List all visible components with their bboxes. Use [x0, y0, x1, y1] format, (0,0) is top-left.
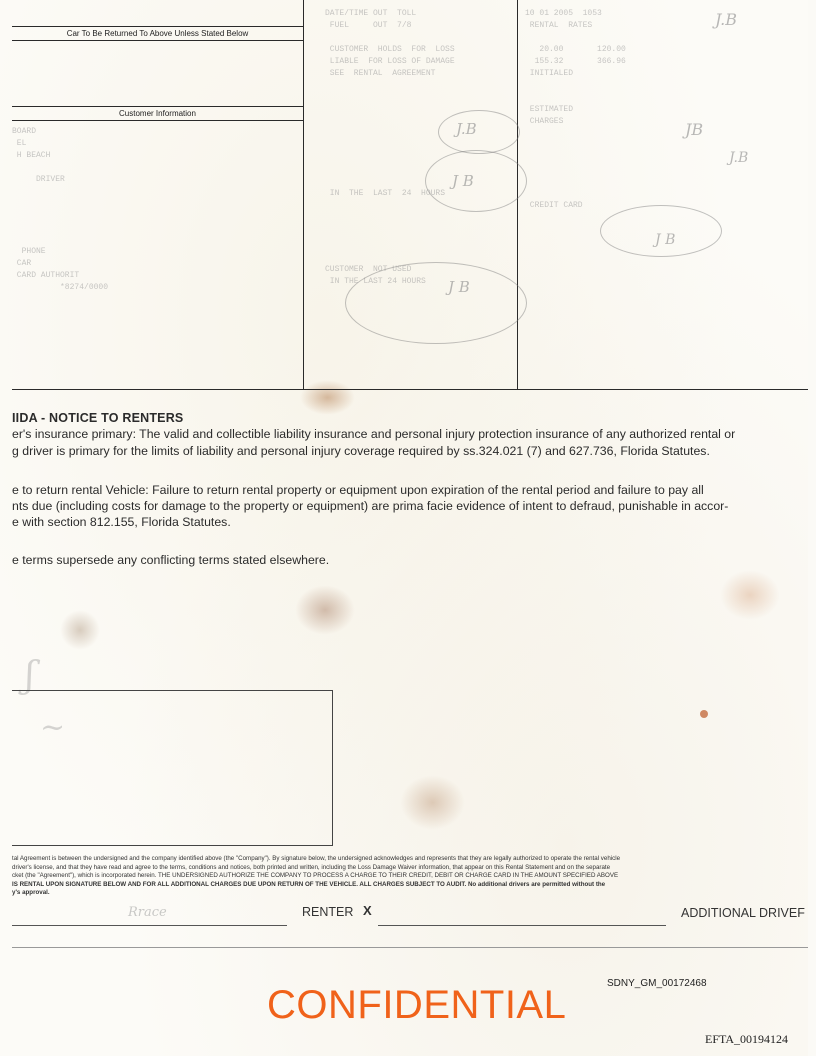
fine-print-line: cket (the "Agreement"), which is incorporated herein. THE UNDERSIGNED AUTHORIZE THE COMPANY TO PROCESS A CHARGE TO THEIR CREDIT, DEBIT OR CHARGE CARD IN THE AMOUNT SPECIFIED ABOVE — [12, 872, 619, 880]
notice-title: IIDA - NOTICE TO RENTERS — [12, 411, 184, 425]
paper-stain — [700, 710, 708, 718]
customer-info-border — [12, 106, 303, 107]
return-box-label: Car To Be Returned To Above Unless Stated Below — [66, 29, 249, 38]
faded-receipt-text: PHONE CAR CARD AUTHORIT *8274/0000 — [16, 247, 109, 292]
handwritten-initials: J.B — [729, 150, 749, 166]
notice-return-line: e to return rental Vehicle: Failure to return rental property or equipment upon expiration of the rental period and failure to pay all — [12, 483, 704, 497]
column-divider-left — [303, 0, 304, 390]
faded-receipt-text: DATE/TIME OUT TOLL FUEL OUT 7/8 CUSTOMER HOLDS FOR LOSS LIABLE FOR LOSS OF DAMAGE SEE RENTAL AGREEMENT IN THE LAST 24 HOURS — [325, 9, 455, 198]
bates-number: SDNY_GM_00172468 — [607, 978, 707, 989]
paper-stain — [300, 380, 355, 415]
faded-receipt-text: CUSTOMER NOT USED IN THE LAST 24 HOURS — [325, 265, 426, 286]
fine-print-line: IS RENTAL UPON SIGNATURE BELOW AND FOR ALL ADDITIONAL CHARGES DUE UPON RETURN OF THE VEHICLE. ALL CHARGES SUBJECT TO AUDIT. No additional drivers are permitted without the — [12, 880, 606, 888]
handwritten-initials: J B — [448, 278, 470, 296]
signature-line-renter — [378, 925, 666, 926]
customer-info-label: Customer Information — [119, 109, 196, 118]
handwritten-initials: JB — [685, 120, 704, 139]
bottom-dashed-rule — [12, 947, 808, 948]
initial-oval — [345, 262, 527, 344]
agreement-fine-print — [12, 855, 620, 898]
renter-label: RENTER — [302, 905, 354, 919]
efta-number: EFTA_00194124 — [705, 1032, 789, 1046]
handwritten-initials: J.B — [456, 120, 477, 138]
initial-oval — [438, 110, 520, 154]
faded-receipt-text: 10 01 2005 1053 RENTAL RATES 20.00 120.00 155.32 366.96 INITIALED ESTIMATED CHARGES CREDIT CARD — [525, 9, 626, 210]
notice-insurance-line: g driver is primary for the limits of liability and personal injury coverage required by ss.324.021 (7) and 627.736, Florida Statutes. — [12, 444, 710, 458]
notice-insurance-line: er's insurance primary: The valid and collectible liability insurance and personal injury protection insurance of any authorized rental or — [12, 427, 736, 441]
top-left-box-border — [12, 40, 303, 41]
confidential-stamp: CONFIDENTIAL — [267, 983, 567, 1027]
handwritten-scrawl: ~ — [40, 710, 66, 745]
top-left-box-border — [12, 26, 303, 27]
form-bottom-rule — [12, 389, 808, 390]
customer-info-border — [12, 120, 303, 121]
paper-stain — [60, 610, 100, 650]
notice-return-line: e with section 812.155, Florida Statutes. — [12, 515, 231, 529]
handwritten-initials: J B — [655, 232, 676, 248]
renter-signature-mark: X — [363, 903, 372, 918]
paper-stain — [720, 570, 780, 620]
fine-print-line: driver's license, and that they have read and agree to the terms, conditions and notices, both printed and written, including the Loss Damage Waiver information, that appear on this Rental Statement and on the separate — [12, 863, 611, 871]
fine-print-line: tal Agreement is between the undersigned and the company identified above (the "Company"). By signature below, the undersigned acknowledges and represents that they are legally authorized to operate the rental vehicle — [12, 855, 621, 862]
initial-oval — [600, 205, 722, 257]
handwritten-initials: J.B — [715, 10, 738, 29]
handwritten-initials: J B — [452, 172, 474, 190]
notice-supersede-line: e terms supersede any conflicting terms stated elsewhere. — [12, 553, 330, 567]
initial-oval — [425, 150, 527, 212]
paper-stain — [295, 585, 355, 635]
additional-driver-label: ADDITIONAL DRIVEF — [681, 906, 805, 920]
signature-line-left — [12, 925, 287, 926]
handwritten-scrawl: ʃ — [25, 655, 41, 696]
faded-receipt-text: BOARD EL H BEACH DRIVER — [12, 127, 65, 184]
renter-signature: Rrace — [128, 905, 167, 920]
paper-stain — [400, 775, 465, 830]
notice-return-line: nts due (including costs for damage to the property or equipment) are prima facie evidence of intent to defraud, punishable in accor- — [12, 499, 729, 513]
blank-box — [12, 690, 333, 846]
fine-print-line: y's approval. — [12, 889, 50, 897]
